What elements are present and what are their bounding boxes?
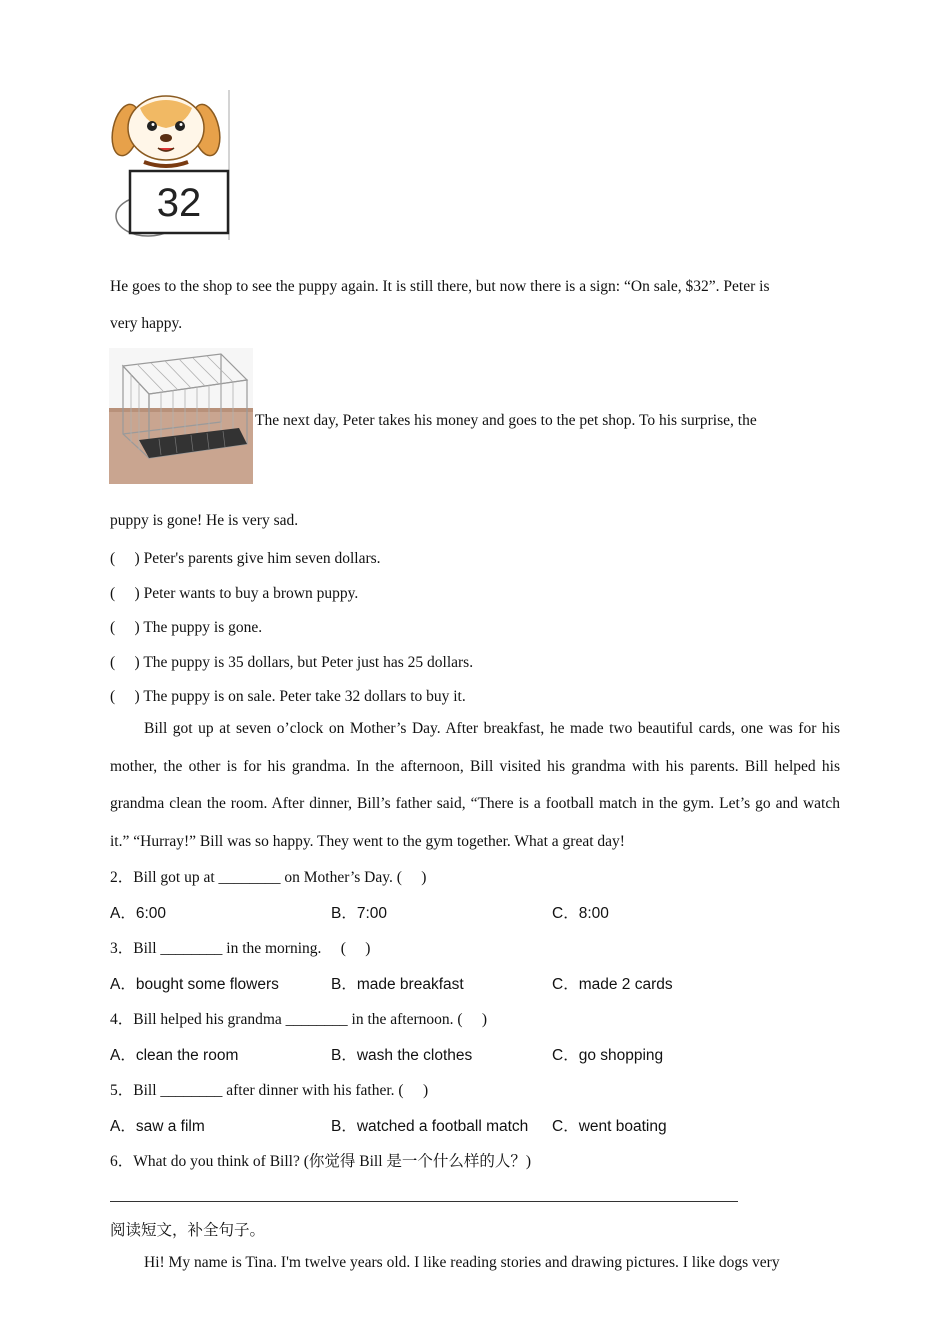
judgement-paren[interactable]: ( ) (110, 585, 140, 602)
judgement-paren[interactable]: ( ) (110, 619, 140, 636)
judgement-item (110, 684, 466, 706)
story1-line-c: The next day, Peter takes his money and goes to the pet shop. To his surprise, the (255, 412, 757, 429)
question-stem: 3．Bill ________ in the morning. ( ) (110, 940, 371, 957)
judgement-item (110, 581, 358, 603)
answer-line[interactable] (110, 1201, 738, 1202)
option-b[interactable]: B．made breakfast (331, 976, 464, 993)
option-a[interactable]: A．clean the room (110, 1047, 239, 1064)
judgement-text: Peter's parents give him seven dollars. (143, 550, 381, 567)
judgement-item (110, 546, 381, 568)
judgement-text: The puppy is 35 dollars, but Peter just has 25 dollars. (143, 654, 474, 671)
option-b[interactable]: B．wash the clothes (331, 1047, 473, 1064)
judgement-paren[interactable]: ( ) (110, 688, 140, 705)
dog-cage-illustration (109, 348, 253, 484)
judgement-text: Peter wants to buy a brown puppy. (143, 585, 359, 602)
section-heading: 阅读短文，补全句子。 (110, 1222, 266, 1239)
judgement-paren[interactable]: ( ) (110, 550, 140, 567)
judgement-item (110, 650, 473, 672)
option-c[interactable]: C．went boating (552, 1118, 667, 1135)
option-b[interactable]: B．watched a football match (331, 1118, 529, 1135)
option-a[interactable]: A．bought some flowers (110, 976, 279, 993)
story1-line-d: puppy is gone! He is very sad. (110, 512, 299, 529)
option-c[interactable]: C．go shopping (552, 1047, 664, 1064)
question-stem: 4．Bill helped his grandma ________ in the afternoon. ( ) (110, 1011, 488, 1028)
option-a[interactable]: A．saw a film (110, 1118, 205, 1135)
puppy-sign-illustration (108, 88, 232, 244)
judgement-item (110, 615, 262, 637)
judgement-text: The puppy is gone. (143, 619, 263, 636)
option-c[interactable]: C．8:00 (552, 905, 609, 922)
story2-paragraph: Bill got up at seven o’clock on Mother’s Day. After breakfast, he made two beautiful cards, one was for his mother, the other is for his grandma. In the afternoon, Bill visited his grandma with his parents. Bill helped his grandma clean the room. After dinner, Bill’s father said, “There is a football match in the gym. Let’s go and watch it.” “Hurray!” Bill was so happy. They went to the gym together. What a great day! (110, 720, 840, 850)
option-a[interactable]: A．6:00 (110, 905, 167, 922)
section3-line1: Hi! My name is Tina. I'm twelve years old. I like reading stories and drawing pictures. I like dogs very (144, 1254, 780, 1271)
judgement-paren[interactable]: ( ) (110, 654, 140, 671)
story1-line-a: He goes to the shop to see the puppy again. It is still there, but now there is a sign: “On sale, $32”. Peter is (110, 278, 770, 295)
story1-line-b: very happy. (110, 315, 183, 332)
question-stem: 2．Bill got up at ________ on Mother’s Day. ( ) (110, 869, 427, 886)
judgement-text: The puppy is on sale. Peter take 32 dollars to buy it. (143, 688, 466, 705)
option-c[interactable]: C．made 2 cards (552, 976, 673, 993)
sign-number: 32 (156, 181, 202, 225)
question-stem: 5．Bill ________ after dinner with his father. ( ) (110, 1082, 429, 1099)
option-b[interactable]: B．7:00 (331, 905, 388, 922)
question-6-stem: 6．What do you think of Bill? (你觉得 Bill 是一个什么样的人？) (110, 1153, 532, 1170)
